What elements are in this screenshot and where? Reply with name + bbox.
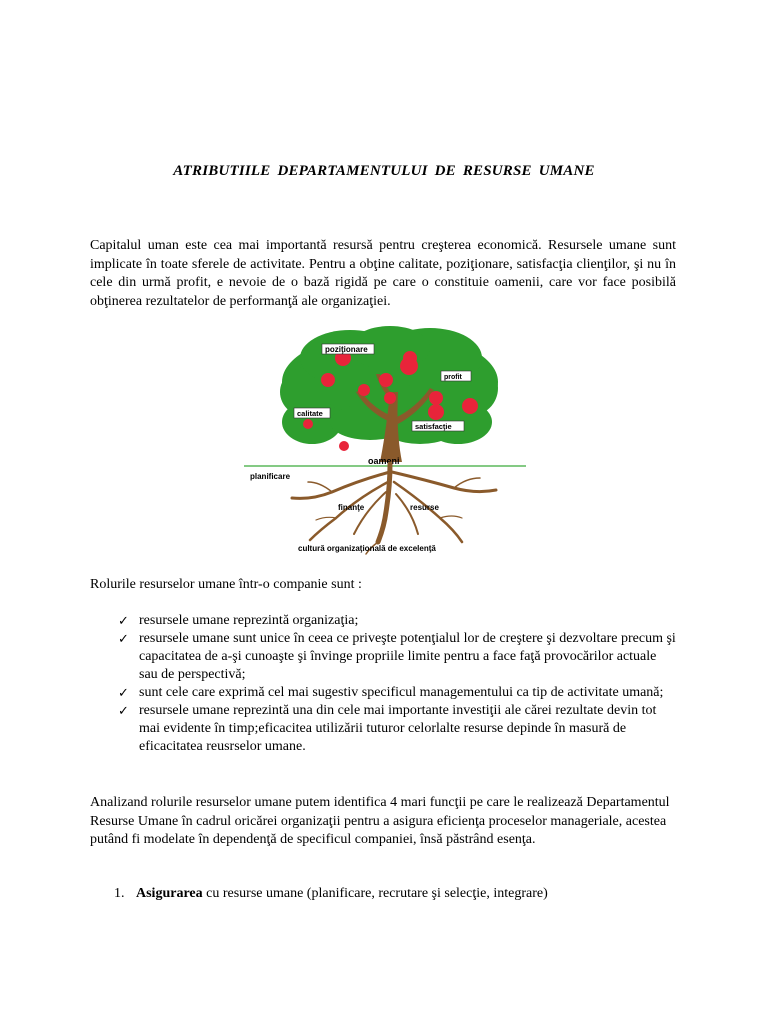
- list-item: ✓ sunt cele care exprimă cel mai sugestiv specificul managementului ca tip de activitate umană;: [118, 685, 664, 700]
- check-icon: ✓: [118, 613, 129, 628]
- numbered-item: [114, 886, 548, 902]
- tree-diagram: [240, 322, 530, 557]
- label-finante: finanţe: [338, 503, 365, 512]
- roles-intro: Rolurile resurselor umane într-o companie sunt :: [90, 577, 362, 592]
- intro-paragraph: Capitalul uman este cea mai importantă resursă pentru creşterea economică. Resursele umane sunt implicate în toate sferele de activitate. Pentru a obţine calitate, poziţionare, satisfacţia clienţilor, şi nu în cele din urmă profit, e nevoie de o bază rigidă pe care o constituie oamenii, care vor face posibilă obţinerea rezultatelor de performanţă ale organizaţiei.: [90, 238, 676, 309]
- roles-list: [118, 612, 678, 756]
- label-calitate: calitate: [297, 409, 323, 418]
- functions-paragraph: Analizand rolurile resurselor umane putem identifica 4 mari funcţii pe care le realizează Departamentul Resurse Umane în cadrul oricărei organizaţii pentru a asigura eficienţa proceselor manageriale, acestea putând fi modelate în dependenţă de specificul companiei, însă păstrând esenţa.: [90, 795, 670, 847]
- list-item: ✓ resursele umane reprezintă una din cele mai importante investiţii ale cărei rezultate devin tot mai evidente în timp;eficacitea utilizării tuturor celorlalte resurse depinde în masură de eficacitatea reusrselor umane.: [118, 703, 657, 754]
- list-item: ✓ resursele umane sunt unice în ceea ce priveşte potenţialul lor de creştere şi dezvoltare precum şi capacitatea de a-şi cunoaşte şi învinge propriile limite pentru a face faţă provocărilor actuale sau de perspectivă;: [118, 631, 676, 682]
- item-bold-term: Asigurarea: [136, 886, 203, 901]
- item-text: cu resurse umane (planificare, recrutare şi selecţie, integrare): [202, 886, 548, 901]
- list-item: ✓ resursele umane reprezintă organizaţia;: [118, 613, 359, 628]
- label-pozitionare: poziţionare: [325, 345, 368, 354]
- label-resurse: resurse: [410, 503, 439, 512]
- item-number: 1.: [114, 886, 125, 901]
- label-profit: profit: [444, 374, 462, 381]
- label-planificare: planificare: [250, 472, 291, 481]
- tree-roots: [292, 464, 496, 554]
- check-icon: ✓: [118, 631, 129, 646]
- check-icon: ✓: [118, 703, 129, 718]
- label-cultura: cultură organizaţională de excelenţă: [298, 544, 436, 553]
- page-title: ATRIBUTIILE DEPARTAMENTULUI DE RESURSE UMANE: [173, 163, 595, 179]
- label-oameni: oameni: [368, 456, 400, 466]
- label-satisfactie: satisfacţie: [415, 422, 452, 431]
- check-icon: ✓: [118, 685, 129, 700]
